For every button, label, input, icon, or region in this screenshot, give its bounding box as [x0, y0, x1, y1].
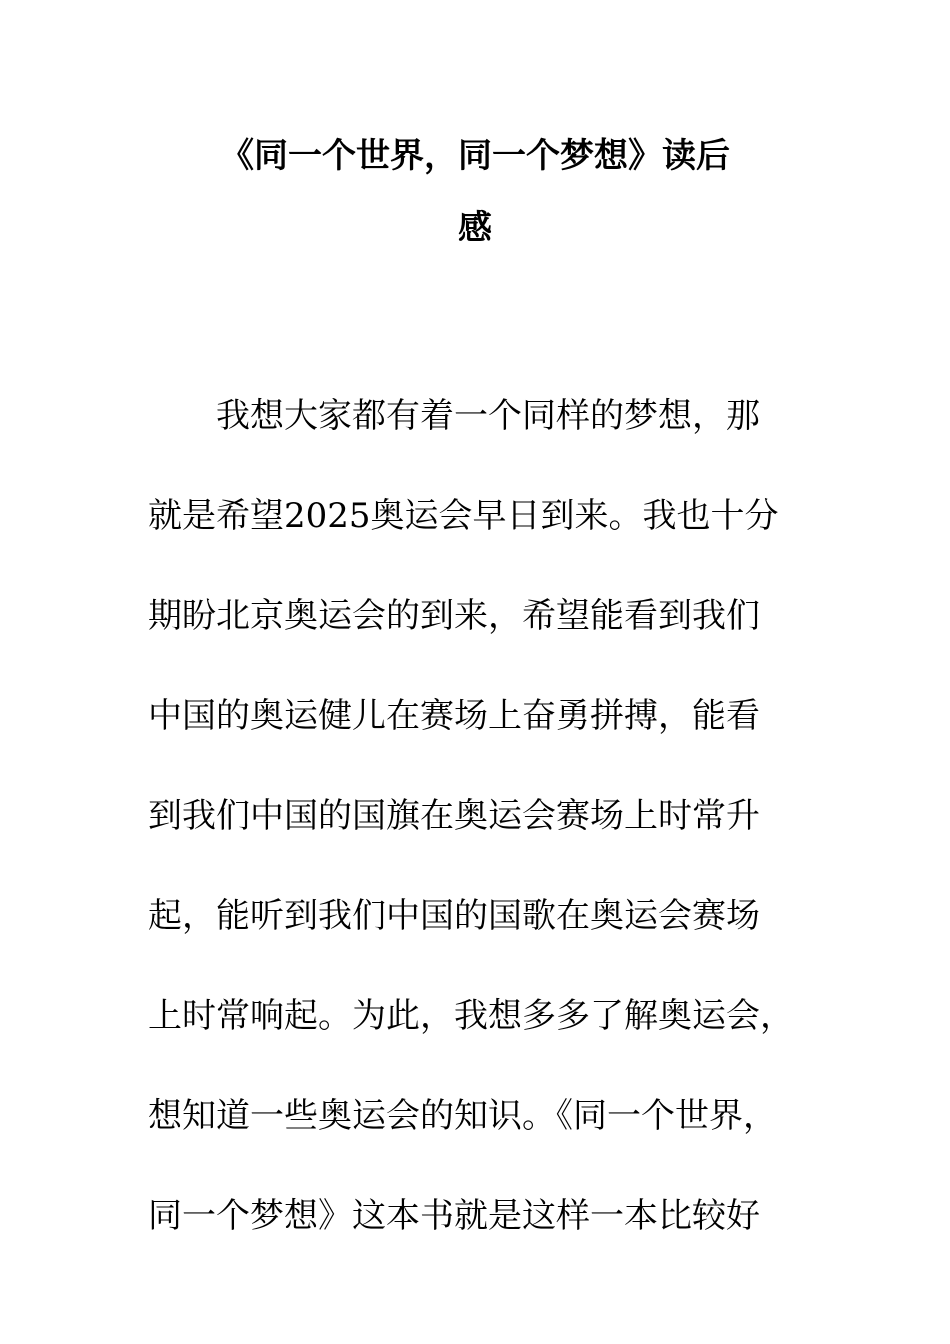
body-line: 上时常响起。为此，我想多多了解奥运会，: [148, 996, 794, 1036]
body-line: 我想大家都有着一个同样的梦想，那: [216, 396, 760, 436]
body-paragraph: [148, 366, 802, 1266]
body-line: 起，能听到我们中国的国歌在奥运会赛场: [148, 896, 760, 936]
body-line: 想知道一些奥运会的知识。《同一个世界，: [148, 1096, 777, 1136]
title-line-1: 《同一个世界，同一个梦想》读后: [220, 136, 730, 176]
body-line: 期盼北京奥运会的到来，希望能看到我们: [148, 596, 760, 636]
body-line: 就是希望2025奥运会早日到来。我也十分: [148, 496, 779, 536]
body-line: 到我们中国的国旗在奥运会赛场上时常升: [148, 796, 760, 836]
document-title: [148, 120, 802, 264]
title-line-2: 感: [458, 208, 492, 248]
body-line: 同一个梦想》这本书就是这样一本比较好: [148, 1196, 760, 1236]
body-line: 中国的奥运健儿在赛场上奋勇拼搏，能看: [148, 696, 760, 736]
